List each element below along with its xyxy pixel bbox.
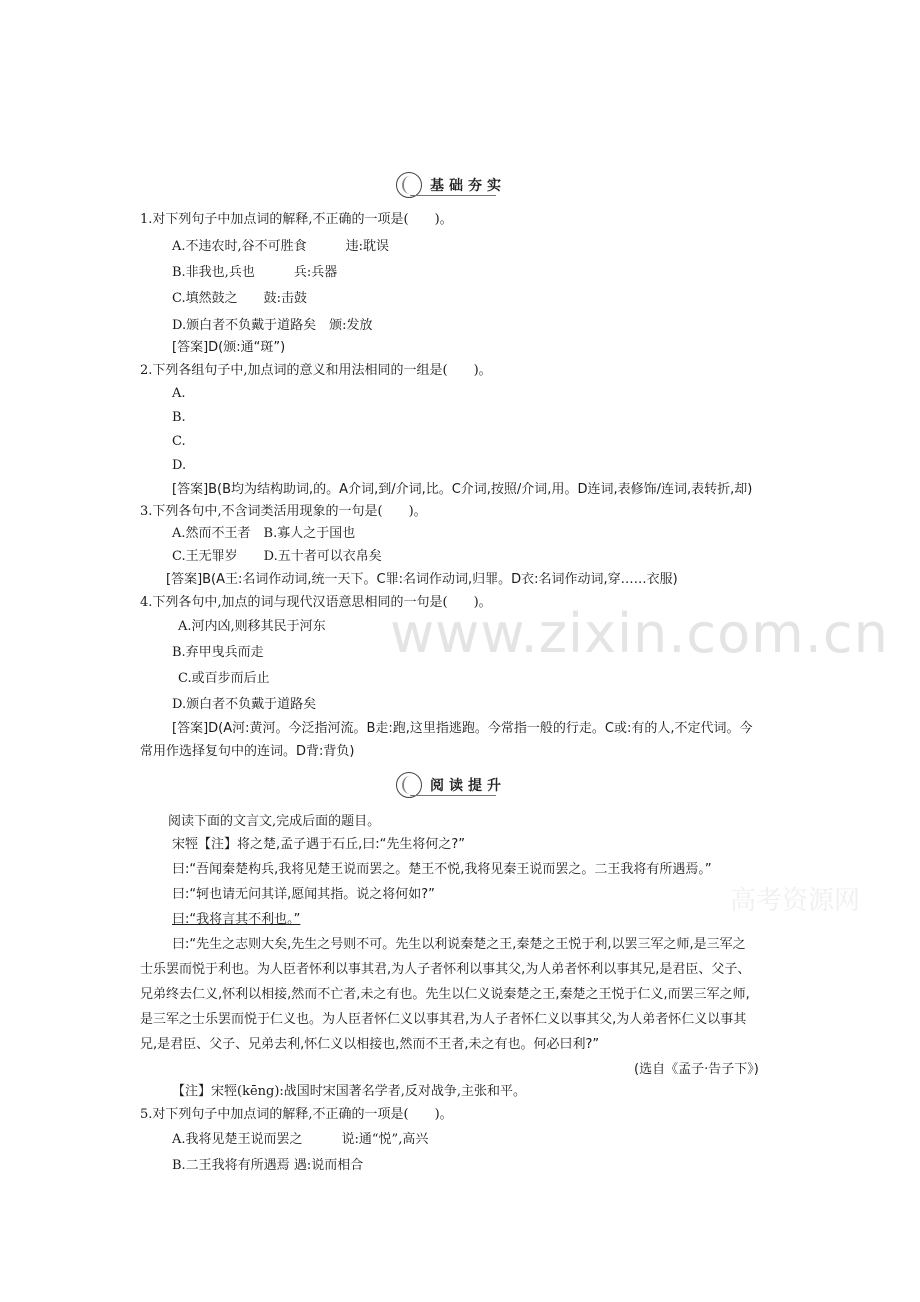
- text-line: B.二王我将有所遇焉 遇:说而相合: [172, 1158, 364, 1173]
- text-line: A.不违农时,谷不可胜食 违:耽误: [172, 239, 390, 254]
- text-line: D.颁白者不负戴于道路矣 颁:发放: [172, 318, 373, 333]
- text-line: 2.下列各组句子中,加点词的意义和用法相同的一组是( )。: [140, 363, 492, 378]
- text-line: 常用作选择复句中的连词。D背:背负): [140, 744, 355, 759]
- section-title: 基础夯实: [430, 178, 506, 194]
- text-line: 曰:“轲也请无问其详,愿闻其指。说之将何如?”: [172, 887, 435, 902]
- text-line: B.弃甲曳兵而走: [172, 645, 264, 660]
- text-line: 曰:“先生之志则大矣,先生之号则不可。先生以利说秦楚之王,秦楚之王悦于利,以罢三军之师,是三军之: [172, 937, 746, 952]
- text-line: D.: [172, 458, 187, 473]
- text-line: 曰:“我将言其不利也。”: [172, 912, 301, 927]
- watermark-secondary: 高考资源网: [730, 886, 861, 916]
- text-line: 4.下列各句中,加点的词与现代汉语意思相同的一句是( )。: [140, 595, 492, 610]
- text-line: 5.对下列句子中加点词的解释,不正确的一项是( )。: [140, 1107, 453, 1122]
- text-line: 1.对下列句子中加点词的解释,不正确的一项是( )。: [140, 212, 453, 227]
- text-line: B.: [172, 410, 186, 425]
- text-line: 兄弟终去仁义,怀利以相接,然而不亡者,未之有也。先生以仁义说秦楚之王,秦楚之王悦于仁义,而罢三军之师,: [140, 987, 750, 1002]
- text-line: C.或百步而后止: [178, 671, 270, 686]
- text-line: 是三军之士乐罢而悦于仁义也。为人臣者怀仁义以事其君,为人子者怀仁义以事其父,为人弟者怀仁义以事其: [140, 1012, 747, 1027]
- text-line: 士乐罢而悦于利也。为人臣者怀利以事其君,为人子者怀利以事其父,为人弟者怀利以事其兄,是君臣、父子、: [140, 962, 751, 977]
- section-underline: [410, 795, 496, 796]
- text-line: C.填然鼓之 鼓:击鼓: [172, 291, 307, 306]
- text-line: 3.下列各句中,不含词类活用现象的一句是( )。: [140, 504, 427, 519]
- section-header-reading: [396, 768, 506, 802]
- text-line: 兄,是君臣、父子、兄弟去利,怀仁义以相接也,然而不王者,未之有也。何必曰利?”: [140, 1037, 600, 1052]
- section-title: 阅读提升: [430, 778, 506, 794]
- text-line: 阅读下面的文言文,完成后面的题目。: [168, 814, 381, 829]
- text-line: 宋牼【注】将之楚,孟子遇于石丘,曰:“先生将何之?”: [172, 837, 466, 852]
- text-line: C.: [172, 434, 186, 449]
- text-line: [答案]D(A河:黄河。今泛指河流。B走:跑,这里指逃跑。今常指一般的行走。C或:有的人,不定代词。今: [172, 721, 753, 736]
- text-line: B.非我也,兵也 兵:兵器: [172, 265, 338, 280]
- text-line: A.河内凶,则移其民于河东: [178, 619, 326, 634]
- text-line: [答案]B(B均为结构助词,的。A介词,到/介词,比。C介词,按照/介词,用。D连词,表修饰/连词,表转折,却): [172, 482, 753, 497]
- text-line: 曰:“吾闻秦楚构兵,我将见楚王说而罢之。楚王不悦,我将见秦王说而罢之。二王我将有所遇焉。”: [172, 862, 712, 877]
- text-line: A.然而不王者 B.寡人之于国也: [172, 526, 356, 541]
- text-line: D.颁白者不负戴于道路矣: [172, 697, 317, 712]
- text-line: [答案]D(颁:通“斑”): [172, 340, 286, 355]
- watermark: www.zixin.com.cn: [390, 602, 889, 665]
- section-underline: [410, 195, 496, 196]
- text-line: A.我将见楚王说而罢之 说:通“悦”,高兴: [172, 1132, 429, 1147]
- text-line: C.王无罪岁 D.五十者可以衣帛矣: [172, 549, 382, 564]
- text-line: 【注】宋牼(kēng):战国时宋国著名学者,反对战争,主张和平。: [172, 1084, 527, 1099]
- text-line: [答案]B(A王:名词作动词,统一天下。C罪:名词作动词,归罪。D衣:名词作动词,穿……衣服): [166, 572, 678, 587]
- text-line: A.: [172, 386, 186, 401]
- section-header-basics: [396, 168, 506, 202]
- text-line: (选自《孟子·告子下》): [634, 1062, 759, 1077]
